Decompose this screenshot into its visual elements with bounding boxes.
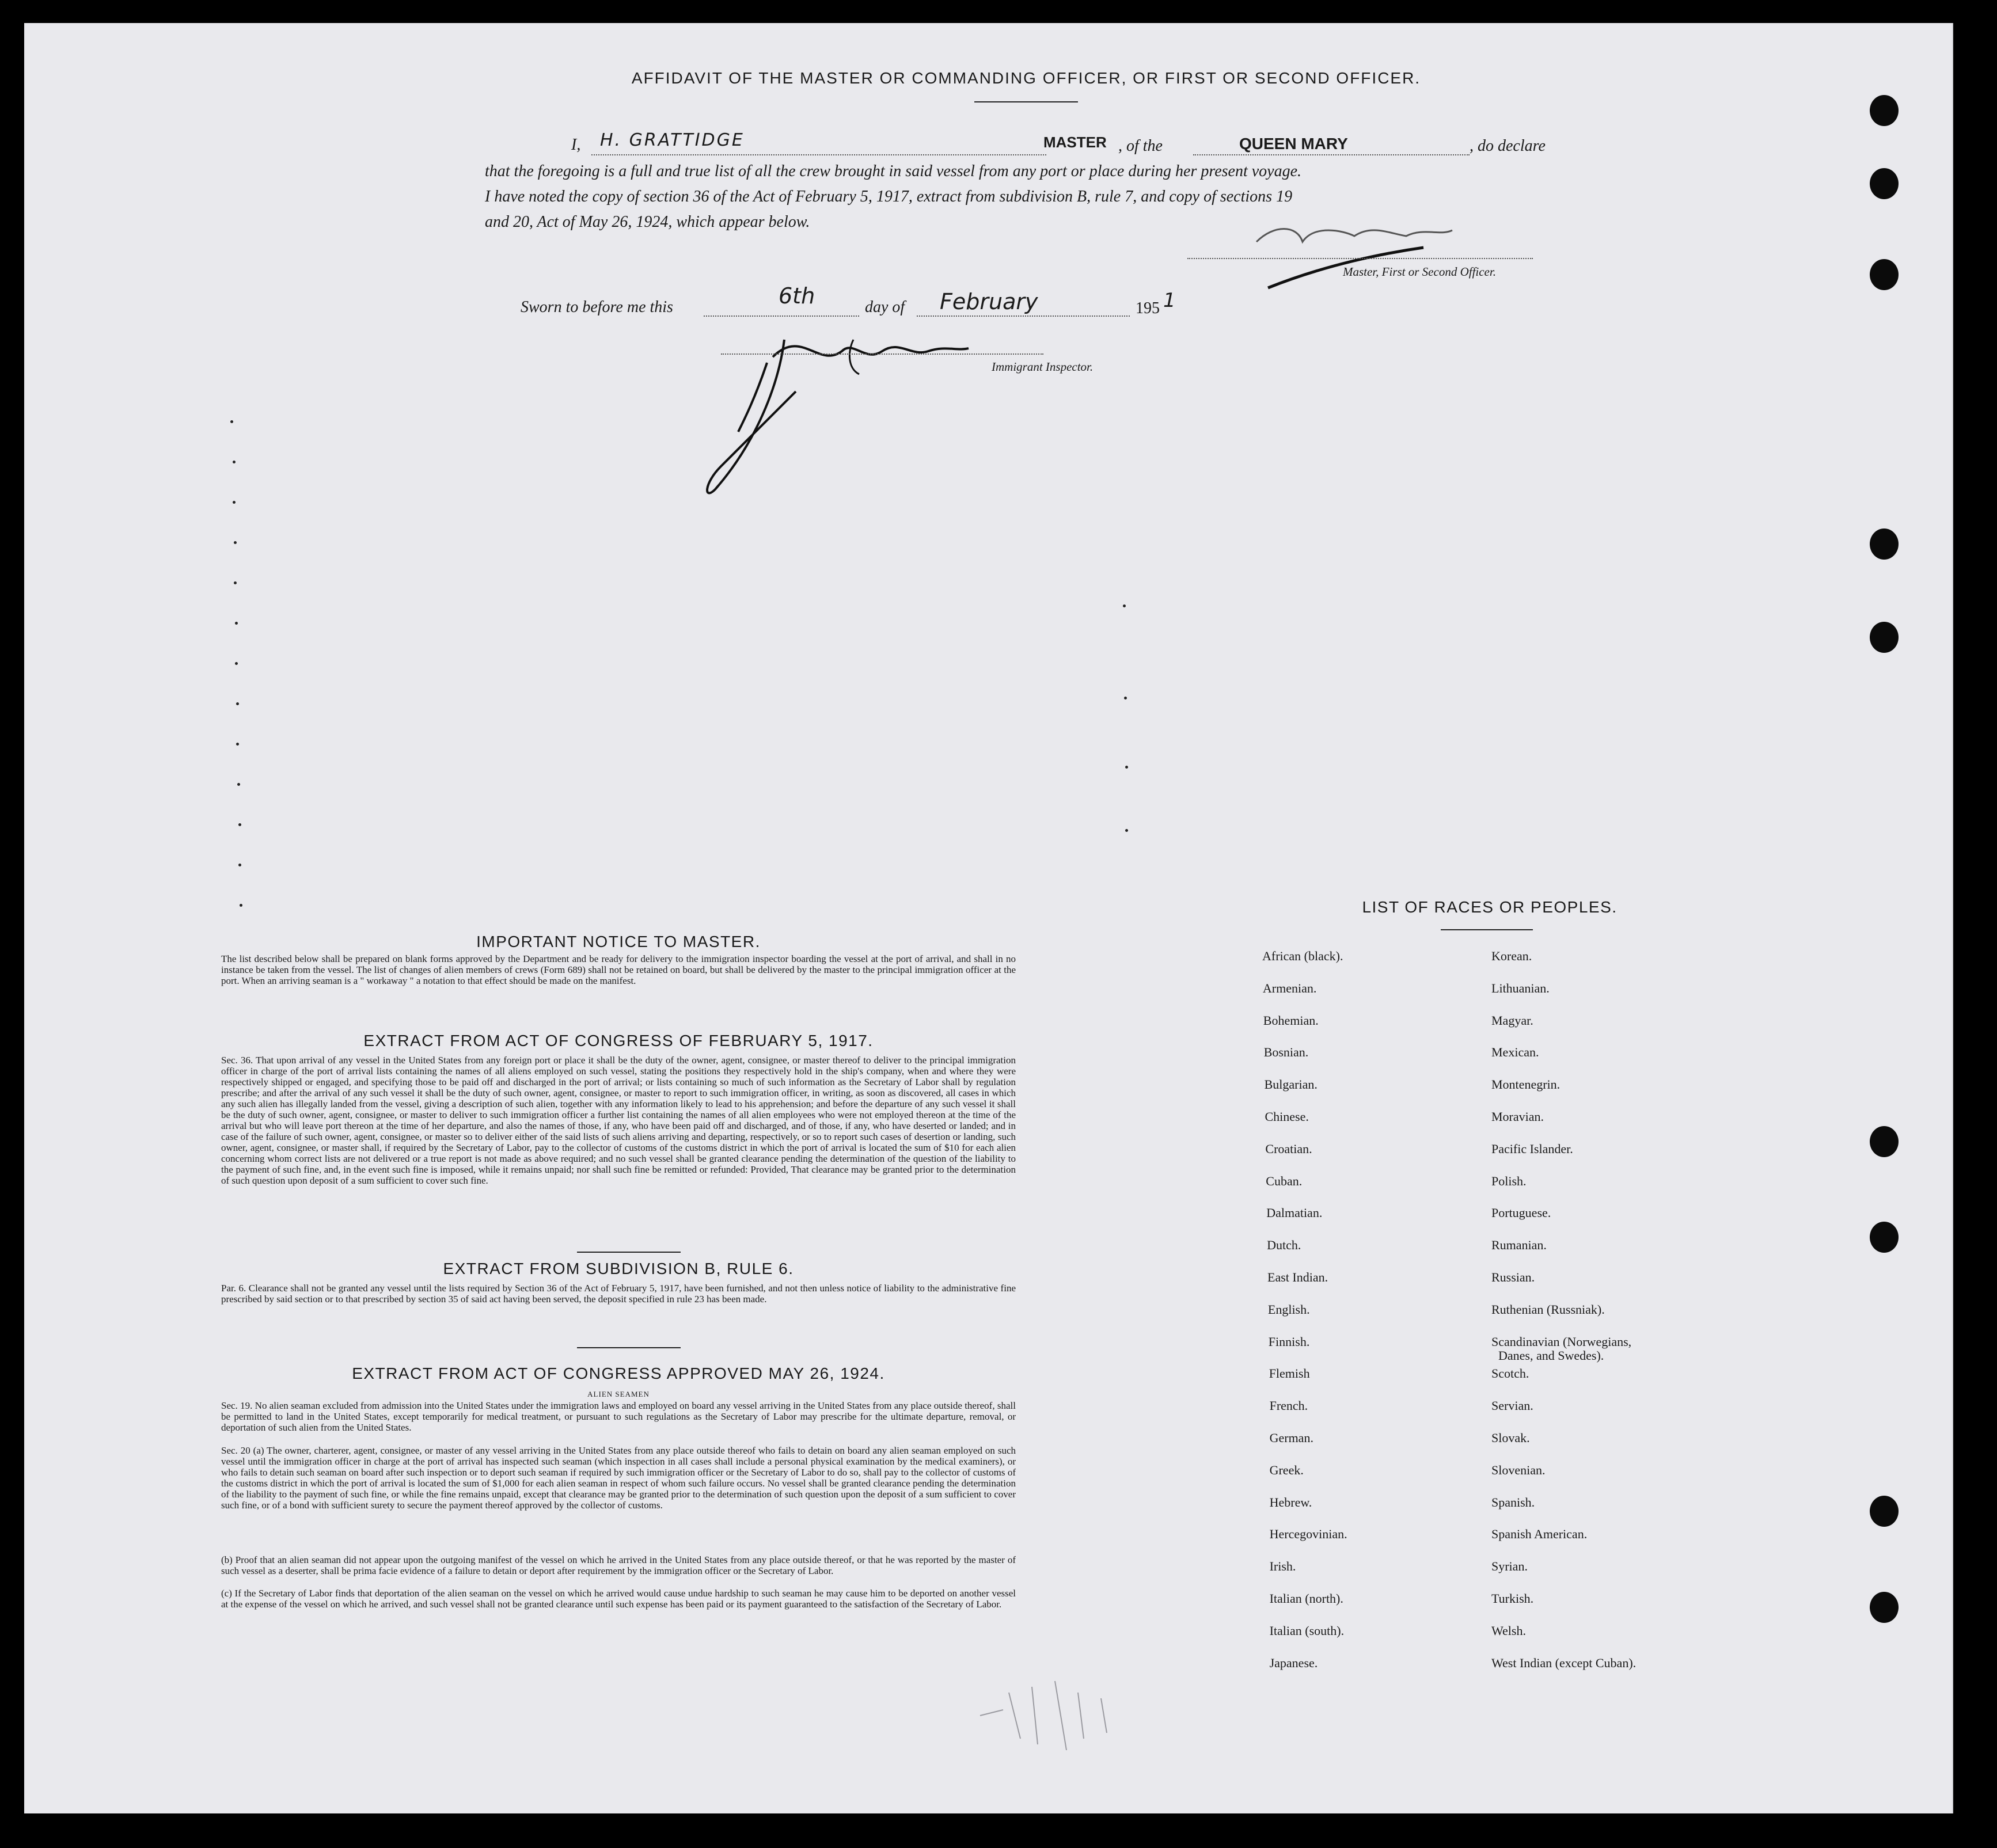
faint-pencil-marks: [969, 1658, 1141, 1773]
inspector-signature: [681, 317, 1003, 501]
document-page: [24, 23, 1953, 1813]
race-item: Croatian.: [1265, 1141, 1312, 1156]
race-item: Russian.: [1491, 1270, 1535, 1284]
master-signature: [1233, 201, 1498, 294]
guide-dot: [238, 823, 241, 826]
race-item: African (black).: [1262, 949, 1343, 963]
punch-hole-icon: [1870, 1126, 1899, 1157]
extract-rule6-body: Par. 6. Clearance shall not be granted any vessel until the lists required by Section 36 of the Act of February 5, 1917, have been furnished, and not then unless notice of liability to the administrative fine prescribed by said section or to that prescribed by section 35 of said act having been served, the deposit specified in rule 23 has been made.: [221, 1283, 1016, 1305]
do-declare-label: , do declare: [1470, 137, 1546, 155]
races-title: LIST OF RACES OR PEOPLES.: [1362, 898, 1618, 916]
master-name-line: [591, 154, 1046, 155]
extract-1924-sec19: Sec. 19. No alien seaman excluded from admission into the United States under the immigration laws and employed on board any vessel arriving in the United States from any place outside thereof, shall be permitted to land in the United States, except temporarily for medical treatment, or pursuant to such regulations as the Secretary of Labor may prescribe for the ultimate departure, removal, or deportation of such alien from the United States.: [221, 1400, 1016, 1433]
rank-stamp: MASTER: [1043, 134, 1107, 151]
notice-title: IMPORTANT NOTICE TO MASTER.: [476, 933, 761, 950]
race-item: Korean.: [1491, 949, 1532, 963]
race-item: French.: [1269, 1398, 1308, 1413]
extract-1924-sec20a: Sec. 20 (a) The owner, charterer, agent, consignee, or master of any vessel arriving in the United States from any place outside thereof who fails to detain on board any alien seaman employed on such vessel until the immigration officer in charge at the port of arrival has inspected such seaman (which inspection in all cases shall include a personal physical examination by the medical examiners), or who fails to detain such seaman on board after such inspection or to deport such seaman if required by such immigration officer or the Secretary of Labor to do so, shall pay to the collector of customs of the customs district in which the port of arrival is located the sum of $1,000 for each alien seaman in respect of whom such failure occurs. No vessel shall be granted clearance pending the determination of the liability to the payment of such fine, or while the fine remains unpaid, except that clearance may be granted prior to the determination of such question upon the deposit of a sum sufficient to cover such fine, or of a bond with sufficient surety to secure the payment thereof approved by the collector of customs.: [221, 1445, 1016, 1511]
punch-hole-icon: [1870, 168, 1899, 199]
guide-dot: [1125, 829, 1128, 832]
race-item: Irish.: [1269, 1559, 1296, 1574]
race-item: Bohemian.: [1263, 1013, 1319, 1028]
race-item: Hercegovinian.: [1269, 1527, 1347, 1542]
race-item: Italian (south).: [1269, 1623, 1345, 1638]
master-name-value: H. GRATTIDGE: [600, 130, 745, 150]
race-item: Spanish American.: [1491, 1527, 1588, 1542]
year-value: 1: [1163, 289, 1176, 312]
guide-dot: [236, 702, 239, 705]
section-divider: [577, 1252, 681, 1253]
race-item: Greek.: [1269, 1462, 1304, 1477]
master-signature-line: [1187, 258, 1533, 259]
inspector-label: Immigrant Inspector.: [992, 360, 1094, 374]
race-item: West Indian (except Cuban).: [1491, 1655, 1637, 1670]
notice-body: The list described below shall be prepared on blank forms approved by the Department and be ready for delivery to the immigration inspector boarding the vessel at the port of arrival, and shall in no instance be taken from the vessel. The list of changes of alien members of crews (Form 689) shall not be retained on board, but shall be delivered by the master to the principal immigration officer at the port. When an arriving seaman is a " workaway " a notation to that effect should be made on the manifest.: [221, 953, 1016, 986]
month-value: February: [940, 289, 1038, 314]
punch-hole-icon: [1870, 95, 1899, 126]
race-item: Mexican.: [1491, 1045, 1539, 1060]
punch-hole-icon: [1870, 528, 1899, 560]
race-item: Magyar.: [1491, 1013, 1533, 1028]
race-item: Pacific Islander.: [1491, 1141, 1573, 1156]
race-item: Flemish: [1269, 1366, 1310, 1381]
extract-1924-title: EXTRACT FROM ACT OF CONGRESS APPROVED MAY 26, 1924.: [352, 1364, 885, 1382]
race-item: Hebrew.: [1269, 1495, 1312, 1509]
extract-1924-sec20b: (b) Proof that an alien seaman did not appear upon the outgoing manifest of the vessel on which he arrived in the United States from any place outside thereof, or that he was reported by the master of such vessel as a deserter, shall be prima facie evidence of a failure to detain or deport after requirement by the immigration officer or the Secretary of Labor.: [221, 1554, 1016, 1576]
race-item: Moravian.: [1491, 1109, 1544, 1124]
race-item: Ruthenian (Russniak).: [1491, 1302, 1605, 1317]
guide-dot: [234, 541, 237, 544]
title-divider: [974, 101, 1078, 102]
affidavit-line-2: that the foregoing is a full and true list of all the crew brought in said vessel from any port or place during her present voyage.: [485, 162, 1302, 180]
affidavit-title: AFFIDAVIT OF THE MASTER OR COMMANDING OFFICER, OR FIRST OR SECOND OFFICER.: [631, 69, 1421, 87]
master-signature-label: Master, First or Second Officer.: [1343, 265, 1496, 279]
punch-hole-icon: [1870, 259, 1899, 290]
guide-dot: [238, 864, 241, 866]
race-item: Polish.: [1491, 1173, 1527, 1188]
race-item: Lithuanian.: [1491, 980, 1550, 995]
affidavit-line-4: and 20, Act of May 26, 1924, which appear below.: [485, 213, 810, 231]
guide-dot: [233, 501, 236, 504]
guide-dot: [240, 904, 242, 907]
year-prefix: 195: [1136, 299, 1160, 317]
extract-rule6-title: EXTRACT FROM SUBDIVISION B, RULE 6.: [443, 1260, 794, 1277]
race-item: Scandinavian (Norwegians,: [1491, 1334, 1632, 1349]
race-item: Welsh.: [1491, 1623, 1526, 1638]
extract-1917-body: Sec. 36. That upon arrival of any vessel in the United States from any foreign port or place it shall be the duty of the owner, agent, consignee, or master thereof to deliver to the principal immigration officer in charge of the port of arrival lists containing the names of all aliens employed on such vessel, stating the positions they respectively hold in the ship's company, when and where they were respectively shipped or engaged, and specifying those to be paid off and discharged in the port of arrival; or lists containing so much of such information as the Secretary of Labor shall by regulation prescribe; and after the arrival of any such vessel it shall be the duty of such owner, agent, consignee, or master to report to such immigration officer, in writing, as soon as discovered, all cases in which any such alien has illegally landed from the vessel, giving a description of such alien, together with any information likely to lead to his apprehension; and before the departure of any such vessel it shall be the duty of such owner, agent, consignee, or master to deliver to such immigration officer a further list containing the names of all alien employees who were not employed thereon at the time of the arrival but who will leave port thereon at the time of her departure, and also the names of those, if any, who have been paid off and discharged, and of those, if any, who have deserted or landed; and in case of the failure of such owner, agent, consignee, or master so to deliver either of the said lists of such aliens arriving and departing, respectively, or so to report such cases of desertion or landing, such owner, agent, consignee, or master shall, if required by the Secretary of Labor, pay to the collector of customs of the customs district in which the port of arrival is located the sum of $10 for each alien concerning whom correct lists are not delivered or a true report is not made as above required; and no such vessel shall be granted clearance pending the determination of the question of the liability to the payment of such fine, and, in the event such fine is imposed, while it remains unpaid; nor shall such fine be remitted or refunded: Provided, That clearance may be granted prior to the determination of such question upon deposit of a sum sufficient to cover such fine.: [221, 1055, 1016, 1186]
guide-dot: [233, 461, 236, 463]
race-item: Spanish.: [1491, 1495, 1535, 1509]
race-item: Dutch.: [1267, 1238, 1301, 1253]
race-item: Cuban.: [1266, 1173, 1303, 1188]
race-item: Syrian.: [1491, 1559, 1528, 1574]
guide-dot: [235, 622, 238, 625]
extract-1924-subtitle: ALIEN SEAMEN: [587, 1390, 650, 1398]
section-divider: [577, 1347, 681, 1348]
race-item: German.: [1269, 1431, 1313, 1445]
race-item: Slovak.: [1491, 1431, 1530, 1445]
race-item: Japanese.: [1269, 1655, 1318, 1670]
inspector-signature-line: [721, 353, 1043, 355]
guide-dot: [1125, 766, 1128, 769]
race-item: Bulgarian.: [1264, 1077, 1318, 1092]
extract-1917-title: EXTRACT FROM ACT OF CONGRESS OF FEBRUARY 5, 1917.: [363, 1032, 874, 1050]
punch-hole-icon: [1870, 1222, 1899, 1253]
of-the-label: , of the: [1118, 137, 1163, 155]
vessel-name-stamp: QUEEN MARY: [1239, 135, 1348, 153]
race-item: Rumanian.: [1491, 1238, 1547, 1253]
race-item: Montenegrin.: [1491, 1077, 1561, 1092]
guide-dot: [230, 420, 233, 423]
day-of-label: day of: [865, 298, 905, 316]
affidavit-intro: I,: [571, 136, 581, 154]
affidavit-line-3: I have noted the copy of section 36 of the Act of February 5, 1917, extract from subdivision B, rule 7, and copy of sections 19: [485, 188, 1293, 206]
race-item: Dalmatian.: [1266, 1206, 1323, 1220]
guide-dot: [235, 662, 238, 665]
race-item-scandinavian-cont: Danes, and Swedes).: [1498, 1348, 1604, 1363]
guide-dot: [237, 783, 240, 786]
guide-dot: [234, 581, 237, 584]
race-item: English.: [1267, 1302, 1310, 1317]
punch-hole-icon: [1870, 1496, 1899, 1527]
race-item: Portuguese.: [1491, 1206, 1551, 1220]
race-item: Italian (north).: [1269, 1591, 1343, 1606]
race-item: Armenian.: [1262, 980, 1317, 995]
extract-1924-sec20c: (c) If the Secretary of Labor finds that deportation of the alien seaman on the vessel on which he arrived would cause undue hardship to such seaman he may cause him to be deported on another vessel at the expense of the vessel on which he arrived, and such vessel shall not be granted clearance until such expense has been paid or its payment guaranteed to the satisfaction of the Secretary of Labor.: [221, 1588, 1016, 1610]
race-item: Bosnian.: [1263, 1045, 1309, 1060]
race-item: Scotch.: [1491, 1366, 1529, 1381]
race-item: Turkish.: [1491, 1591, 1534, 1606]
race-item: Finnish.: [1268, 1334, 1310, 1349]
sworn-label: Sworn to before me this: [521, 298, 673, 316]
race-item: Slovenian.: [1491, 1462, 1546, 1477]
races-divider: [1441, 929, 1533, 930]
race-item: Servian.: [1491, 1398, 1533, 1413]
punch-hole-icon: [1870, 622, 1899, 653]
race-item: East Indian.: [1267, 1270, 1328, 1284]
guide-dot: [1124, 697, 1127, 699]
vessel-name-line: [1193, 154, 1470, 155]
guide-dot: [1123, 604, 1126, 607]
guide-dot: [236, 743, 239, 746]
race-item: Chinese.: [1265, 1109, 1309, 1124]
punch-hole-icon: [1870, 1592, 1899, 1623]
day-value: 6th: [779, 283, 815, 309]
